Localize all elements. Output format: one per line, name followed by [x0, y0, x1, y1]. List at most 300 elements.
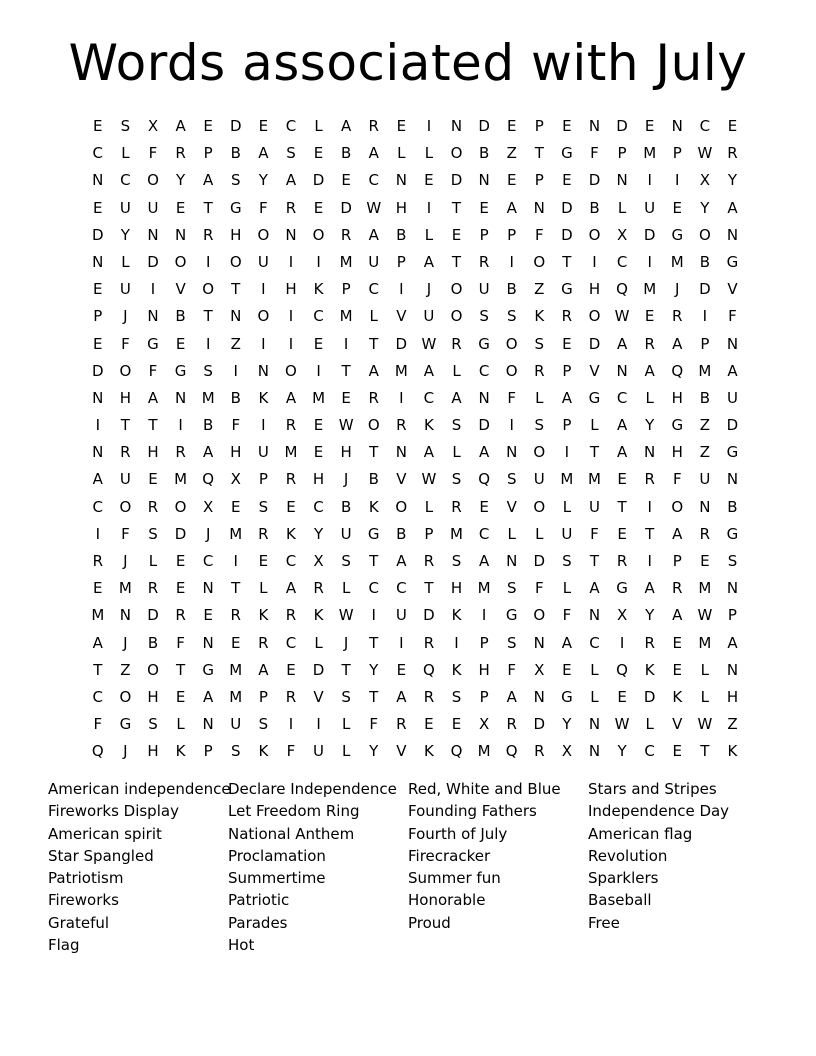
- grid-letter: J: [123, 633, 128, 652]
- grid-letter: S: [286, 144, 296, 163]
- grid-letter: O: [285, 361, 297, 380]
- grid-letter: U: [644, 198, 656, 217]
- grid-letter: O: [533, 606, 546, 625]
- grid-letter: A: [92, 633, 103, 652]
- grid-letter: D: [588, 334, 601, 353]
- grid-letter: W: [697, 606, 713, 625]
- grid-letter: R: [258, 524, 269, 543]
- grid-letter: E: [175, 552, 186, 570]
- grid-letter: J: [426, 280, 432, 299]
- grid-letter: E: [451, 715, 462, 734]
- grid-letter: R: [368, 388, 379, 407]
- grid-letter: A: [616, 443, 628, 462]
- grid-letter: L: [645, 388, 654, 407]
- grid-letter: N: [616, 361, 628, 380]
- grid-letter: E: [562, 660, 572, 679]
- grid-letter: E: [341, 171, 351, 190]
- grid-letter: C: [285, 552, 297, 570]
- grid-letter: R: [616, 552, 628, 570]
- grid-letter: A: [616, 416, 628, 435]
- grid-letter: H: [147, 742, 159, 761]
- grid-letter: O: [395, 497, 408, 516]
- grid-letter: I: [619, 633, 625, 652]
- grid-letter: K: [368, 497, 379, 516]
- word-item: National Anthem: [228, 824, 355, 843]
- word-item: Honorable: [408, 891, 486, 910]
- word-item: Summer fun: [408, 869, 501, 888]
- grid-letter: M: [284, 443, 298, 462]
- grid-letter: E: [727, 117, 738, 135]
- grid-letter: H: [230, 225, 242, 244]
- grid-letter: A: [341, 117, 352, 135]
- grid-letter: A: [396, 552, 407, 570]
- grid-letter: P: [507, 225, 517, 244]
- grid-letter: O: [147, 660, 159, 679]
- grid-letter: E: [672, 198, 682, 217]
- grid-letter: W: [421, 470, 437, 489]
- grid-letter: P: [93, 307, 103, 326]
- grid-letter: D: [312, 660, 325, 679]
- grid-letter: B: [396, 225, 407, 244]
- grid-letter: D: [643, 687, 656, 706]
- grid-letter: T: [451, 252, 462, 271]
- grid-letter: F: [286, 742, 296, 761]
- grid-letter: V: [506, 497, 517, 516]
- grid-letter: C: [202, 552, 214, 570]
- grid-letter: B: [230, 144, 241, 163]
- grid-letter: A: [203, 171, 214, 190]
- grid-letter: K: [258, 742, 269, 761]
- word-item: Proud: [408, 913, 451, 932]
- grid-letter: H: [395, 198, 407, 217]
- grid-letter: T: [231, 280, 241, 299]
- grid-letter: P: [534, 171, 544, 190]
- word-item: Free: [588, 913, 620, 932]
- grid-letter: A: [368, 225, 379, 244]
- grid-letter: V: [396, 742, 407, 761]
- grid-letter: A: [203, 687, 214, 706]
- grid-letter: E: [313, 144, 324, 163]
- grid-letter: K: [258, 388, 269, 407]
- word-item: Declare Independence: [228, 780, 397, 798]
- grid-letter: R: [147, 497, 159, 516]
- grid-letter: R: [727, 144, 738, 163]
- grid-letter: G: [726, 252, 739, 271]
- grid-letter: L: [314, 117, 323, 135]
- grid-letter: Y: [645, 606, 655, 625]
- grid-letter: A: [147, 388, 159, 407]
- word-item: American flag: [588, 824, 693, 843]
- grid-letter: Y: [727, 171, 738, 190]
- word-item: American spirit: [48, 824, 162, 843]
- grid-letter: T: [700, 742, 710, 761]
- grid-letter: E: [672, 633, 682, 652]
- grid-letter: Y: [258, 171, 268, 190]
- grid-letter: B: [203, 416, 214, 435]
- grid-letter: L: [341, 579, 351, 598]
- grid-letter: N: [726, 225, 739, 244]
- grid-letter: I: [95, 524, 101, 543]
- grid-letter: F: [590, 144, 599, 163]
- grid-letter: K: [534, 307, 545, 326]
- grid-letter: O: [533, 443, 546, 462]
- grid-letter: R: [644, 633, 655, 652]
- grid-letter: Q: [91, 742, 104, 761]
- grid-letter: Y: [175, 171, 186, 190]
- grid-letter: E: [396, 660, 407, 679]
- grid-letter: L: [341, 715, 351, 734]
- grid-letter: Y: [313, 524, 324, 543]
- grid-letter: N: [395, 443, 407, 462]
- grid-letter: C: [313, 307, 324, 326]
- grid-letter: U: [340, 524, 352, 543]
- grid-letter: C: [368, 171, 379, 190]
- grid-letter: F: [534, 225, 544, 244]
- word-item: Sparklers: [588, 869, 659, 888]
- grid-letter: F: [121, 334, 130, 353]
- grid-letter: I: [316, 361, 321, 380]
- grid-letter: O: [229, 252, 242, 271]
- grid-letter: L: [148, 552, 158, 570]
- grid-letter: U: [726, 388, 738, 407]
- grid-letter: A: [478, 552, 490, 570]
- grid-letter: N: [588, 606, 601, 625]
- grid-letter: L: [507, 524, 516, 543]
- grid-letter: D: [423, 606, 435, 625]
- grid-letter: I: [399, 633, 404, 652]
- grid-letter: T: [562, 252, 572, 271]
- grid-letter: Y: [562, 715, 572, 734]
- grid-letter: E: [175, 687, 186, 706]
- grid-letter: N: [533, 633, 545, 652]
- grid-letter: D: [450, 171, 463, 190]
- grid-letter: N: [588, 742, 601, 761]
- grid-letter: K: [451, 660, 462, 679]
- grid-letter: R: [644, 470, 655, 489]
- grid-letter: D: [92, 361, 104, 380]
- grid-letter: Q: [423, 660, 435, 679]
- grid-letter: L: [121, 252, 130, 271]
- grid-letter: S: [451, 687, 462, 706]
- grid-letter: A: [506, 198, 517, 217]
- grid-letter: G: [561, 280, 573, 299]
- grid-letter: A: [672, 524, 683, 543]
- grid-letter: S: [727, 552, 738, 570]
- grid-letter: B: [396, 524, 407, 543]
- grid-letter: P: [617, 144, 627, 163]
- grid-letter: A: [258, 144, 269, 163]
- word-item: Proclamation: [228, 846, 326, 865]
- grid-letter: O: [450, 280, 463, 299]
- grid-letter: D: [643, 225, 656, 244]
- grid-letter: M: [229, 524, 243, 543]
- grid-letter: M: [670, 252, 684, 271]
- grid-letter: S: [506, 579, 517, 598]
- grid-letter: S: [479, 307, 489, 326]
- grid-letter: K: [424, 742, 434, 761]
- grid-letter: T: [203, 198, 213, 217]
- grid-letter: G: [726, 443, 739, 462]
- grid-letter: Q: [616, 660, 628, 679]
- word-item: Patriotic: [228, 891, 290, 910]
- grid-letter: Z: [506, 144, 517, 163]
- grid-letter: E: [93, 117, 103, 135]
- grid-letter: E: [672, 742, 682, 761]
- grid-letter: Y: [645, 416, 655, 435]
- grid-letter: R: [672, 307, 683, 326]
- grid-letter: E: [175, 579, 186, 598]
- grid-letter: C: [120, 171, 131, 190]
- grid-letter: N: [533, 198, 545, 217]
- grid-letter: N: [699, 497, 711, 516]
- grid-letter: N: [478, 388, 490, 407]
- grid-letter: M: [229, 660, 243, 679]
- grid-letter: A: [616, 334, 628, 353]
- page-title: Words associated with July: [68, 34, 748, 92]
- grid-letter: P: [727, 606, 737, 625]
- grid-letter: I: [178, 416, 183, 435]
- grid-letter: R: [147, 579, 159, 598]
- grid-letter: M: [588, 470, 601, 489]
- grid-letter: D: [478, 117, 490, 135]
- grid-letter: C: [616, 388, 628, 407]
- grid-letter: L: [562, 579, 572, 598]
- grid-letter: E: [672, 660, 682, 679]
- grid-letter: H: [312, 470, 325, 489]
- grid-letter: A: [478, 443, 490, 462]
- grid-letter: O: [367, 416, 380, 435]
- grid-letter: R: [672, 579, 683, 598]
- grid-letter: M: [643, 144, 657, 163]
- grid-letter: U: [147, 198, 159, 217]
- grid-letter: O: [450, 307, 463, 326]
- grid-letter: I: [261, 280, 266, 299]
- grid-letter: O: [533, 497, 546, 516]
- grid-letter: E: [424, 171, 434, 190]
- grid-letter: O: [450, 144, 463, 163]
- grid-letter: I: [233, 361, 238, 380]
- grid-letter: B: [175, 307, 186, 326]
- grid-letter: U: [588, 497, 600, 516]
- grid-letter: K: [313, 280, 324, 299]
- grid-letter: R: [230, 606, 241, 625]
- grid-letter: N: [588, 117, 601, 135]
- grid-letter: R: [258, 633, 269, 652]
- grid-letter: T: [451, 198, 462, 217]
- grid-letter: R: [285, 470, 297, 489]
- grid-letter: O: [119, 497, 132, 516]
- grid-letter: D: [616, 117, 628, 135]
- grid-letter: L: [424, 144, 434, 163]
- grid-letter: L: [590, 687, 599, 706]
- grid-letter: F: [534, 579, 544, 598]
- grid-letter: A: [285, 579, 297, 598]
- grid-letter: G: [726, 524, 739, 543]
- grid-letter: P: [672, 552, 682, 570]
- grid-letter: I: [150, 280, 156, 299]
- grid-letter: D: [340, 198, 352, 217]
- grid-letter: L: [369, 307, 378, 326]
- grid-letter: V: [313, 687, 324, 706]
- grid-letter: K: [727, 742, 738, 761]
- grid-letter: D: [561, 198, 573, 217]
- grid-letter: E: [562, 117, 572, 135]
- grid-letter: E: [313, 416, 324, 435]
- word-list: [48, 778, 768, 956]
- grid-letter: N: [174, 225, 187, 244]
- grid-letter: I: [647, 252, 652, 271]
- grid-letter: K: [175, 742, 186, 761]
- grid-letter: E: [175, 198, 186, 217]
- grid-letter: P: [672, 144, 682, 163]
- grid-letter: Q: [671, 361, 684, 380]
- grid-letter: I: [288, 334, 294, 353]
- grid-letter: E: [203, 606, 213, 625]
- grid-letter: E: [341, 388, 351, 407]
- grid-letter: R: [202, 225, 214, 244]
- grid-letter: W: [697, 715, 713, 734]
- grid-letter: A: [368, 144, 379, 163]
- grid-letter: X: [313, 552, 324, 570]
- grid-letter: L: [645, 715, 654, 734]
- grid-letter: F: [590, 524, 599, 543]
- grid-letter: C: [313, 497, 324, 516]
- grid-letter: Q: [616, 280, 628, 299]
- grid-letter: S: [506, 633, 517, 652]
- grid-letter: I: [399, 388, 404, 407]
- grid-letter: D: [726, 416, 739, 435]
- grid-letter: N: [726, 470, 739, 489]
- grid-letter: F: [507, 388, 517, 407]
- grid-letter: M: [312, 388, 326, 407]
- grid-letter: G: [229, 198, 242, 217]
- grid-letter: W: [697, 144, 713, 163]
- grid-letter: O: [174, 497, 187, 516]
- grid-letter: A: [561, 388, 573, 407]
- grid-letter: E: [231, 633, 241, 652]
- grid-letter: T: [534, 144, 544, 163]
- grid-letter: S: [506, 307, 517, 326]
- grid-letter: R: [423, 687, 435, 706]
- grid-letter: F: [148, 361, 158, 380]
- grid-letter: M: [477, 579, 491, 598]
- grid-letter: L: [121, 144, 130, 163]
- grid-letter: A: [258, 660, 269, 679]
- grid-letter: I: [647, 171, 652, 190]
- grid-letter: N: [726, 579, 739, 598]
- grid-letter: H: [588, 280, 601, 299]
- grid-letter: E: [562, 171, 572, 190]
- grid-letter: D: [92, 225, 104, 244]
- grid-letter: R: [175, 443, 186, 462]
- grid-letter: C: [368, 579, 379, 598]
- word-item: Revolution: [588, 846, 668, 865]
- grid-letter: C: [589, 633, 600, 652]
- letter-grid: [84, 113, 746, 766]
- grid-letter: K: [313, 606, 324, 625]
- grid-letter: S: [451, 552, 462, 570]
- grid-letter: T: [369, 687, 379, 706]
- grid-letter: E: [148, 470, 158, 489]
- grid-letter: C: [699, 117, 711, 135]
- grid-letter: D: [395, 334, 408, 353]
- grid-letter: F: [176, 633, 185, 652]
- word-column: [408, 778, 588, 956]
- grid-letter: U: [119, 198, 131, 217]
- grid-letter: Y: [369, 742, 379, 761]
- word-column: [588, 778, 768, 956]
- grid-letter: L: [535, 524, 544, 543]
- grid-letter: N: [285, 225, 297, 244]
- grid-letter: O: [174, 252, 187, 271]
- grid-letter: I: [426, 117, 432, 135]
- grid-letter: X: [534, 660, 545, 679]
- grid-letter: I: [647, 497, 652, 516]
- grid-letter: R: [175, 144, 186, 163]
- grid-letter: A: [285, 388, 297, 407]
- grid-letter: A: [506, 687, 517, 706]
- grid-letter: E: [93, 198, 103, 217]
- grid-letter: G: [147, 334, 159, 353]
- grid-letter: L: [341, 742, 351, 761]
- grid-letter: N: [616, 171, 628, 190]
- grid-letter: U: [230, 715, 242, 734]
- grid-letter: E: [286, 660, 296, 679]
- grid-letter: T: [617, 497, 627, 516]
- grid-letter: F: [369, 715, 379, 734]
- grid-letter: U: [561, 524, 573, 543]
- grid-letter: L: [535, 388, 544, 407]
- grid-letter: G: [616, 579, 628, 598]
- grid-letter: H: [230, 443, 242, 462]
- grid-letter: G: [119, 715, 132, 734]
- grid-letter: E: [93, 280, 103, 299]
- grid-letter: D: [174, 524, 187, 543]
- grid-letter: C: [92, 687, 104, 706]
- word-item: Star Spangled: [48, 846, 154, 865]
- grid-letter: N: [202, 579, 214, 598]
- grid-letter: R: [699, 524, 711, 543]
- grid-letter: Z: [230, 334, 241, 353]
- grid-letter: D: [561, 225, 573, 244]
- grid-letter: A: [672, 606, 683, 625]
- grid-letter: M: [339, 252, 353, 271]
- grid-letter: K: [424, 416, 434, 435]
- grid-letter: K: [258, 606, 269, 625]
- grid-letter: G: [478, 334, 490, 353]
- grid-letter: Z: [699, 443, 710, 462]
- grid-letter: T: [589, 552, 600, 570]
- grid-letter: O: [202, 280, 215, 299]
- grid-letter: H: [671, 388, 683, 407]
- grid-letter: H: [119, 388, 132, 407]
- grid-letter: R: [120, 443, 131, 462]
- grid-letter: L: [424, 225, 434, 244]
- grid-letter: B: [368, 470, 379, 489]
- grid-letter: Q: [478, 470, 491, 489]
- grid-letter: V: [672, 715, 683, 734]
- grid-letter: G: [202, 660, 214, 679]
- grid-letter: I: [205, 252, 211, 271]
- grid-letter: I: [261, 416, 266, 435]
- grid-letter: I: [261, 334, 266, 353]
- grid-letter: J: [343, 633, 349, 652]
- grid-letter: T: [369, 552, 379, 570]
- grid-letter: C: [478, 524, 490, 543]
- grid-letter: I: [95, 416, 101, 435]
- grid-letter: B: [340, 497, 352, 516]
- grid-letter: C: [423, 388, 435, 407]
